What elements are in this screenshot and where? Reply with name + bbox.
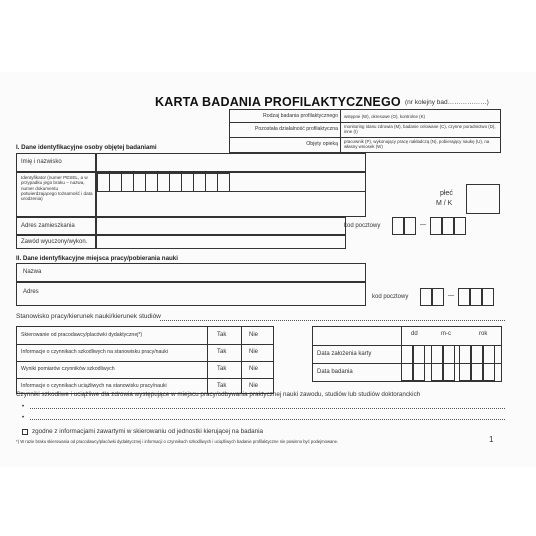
- postal-box[interactable]: [454, 217, 466, 235]
- postal-box[interactable]: [470, 288, 482, 306]
- section2-heading: II. Dane identyfikacyjne miejsca pracy/pobierania nauki: [16, 255, 178, 262]
- postal-box[interactable]: [442, 217, 454, 235]
- date-box[interactable]: [459, 345, 471, 364]
- profession-label-cell: Zawód wyuczony/wykon.: [16, 235, 96, 249]
- bullet-icon: •: [22, 415, 25, 421]
- referral-no[interactable]: Nie: [249, 332, 259, 338]
- date-box[interactable]: [401, 363, 413, 381]
- address-label-cell: Adres zamieszkania: [16, 217, 96, 235]
- date-col-mc: m-c: [441, 331, 451, 337]
- date-box[interactable]: [431, 345, 443, 364]
- referral-label: Skierowanie od pracodawcy/placówki dydaktycznej*): [21, 332, 143, 338]
- date-box[interactable]: [483, 363, 495, 381]
- hazards-line-1[interactable]: [30, 408, 505, 409]
- measurement-label: Wyniki pomiarów czynników szkodliwych: [21, 366, 115, 372]
- position-label: Stanowisko pracy/kierunek nauki/kierunek studiów: [16, 313, 161, 320]
- date-box[interactable]: [443, 363, 455, 381]
- section1-heading: I. Dane identyfikacyjne osoby objętej badaniami: [16, 144, 157, 151]
- harmful-info-no[interactable]: Nie: [249, 349, 259, 355]
- measurement-no[interactable]: Nie: [249, 366, 259, 372]
- date-box[interactable]: [413, 363, 425, 381]
- sex-field[interactable]: [466, 184, 500, 214]
- nuisance-info-yes[interactable]: Tak: [217, 383, 227, 389]
- bullet-icon: •: [22, 404, 25, 410]
- name-label-cell: Imię i nazwisko: [16, 153, 96, 172]
- harmful-info-label: Informacje o czynnikach szkodliwych na stanowisku pracy/nauki: [21, 349, 169, 355]
- footnote: *) W razie braku skierowania od pracodawcy/placówki dydaktycznej i informacji o czynnikach szkodliwych i uciążliwych badanie profilaktyczne nie powinno być podejmowane.: [16, 439, 339, 444]
- hazards-line-2[interactable]: [30, 419, 505, 420]
- date-box[interactable]: [431, 363, 443, 381]
- page-number: 1: [489, 435, 494, 444]
- date-box[interactable]: [459, 363, 471, 381]
- card-date-label: Data założenia karty: [317, 351, 372, 357]
- date-box[interactable]: [401, 345, 413, 364]
- id-field[interactable]: [96, 172, 366, 217]
- postal-box[interactable]: [430, 217, 442, 235]
- other-activity-label: Pozostała działalność profilaktyczna: [254, 126, 338, 132]
- postal-box[interactable]: [482, 288, 494, 306]
- postal-box[interactable]: [392, 217, 404, 235]
- date-box[interactable]: [413, 345, 425, 364]
- exam-type-value: wstępne (W), okresowe (O), kontrolne (K): [344, 114, 426, 119]
- name-field[interactable]: [96, 153, 366, 172]
- profession-field[interactable]: [96, 235, 346, 249]
- number-label: (nr kolejny bad………………): [405, 99, 489, 106]
- position-line[interactable]: [160, 320, 505, 321]
- note-label: zgodne z informacjami zawartymi w skierowaniu od jednostki kierującej na badania: [32, 428, 263, 435]
- checkbox-icon[interactable]: [22, 429, 28, 435]
- postal-label-1: kod pocztowy: [344, 223, 381, 229]
- date-table: [312, 326, 502, 382]
- exam-type-label: Rodzaj badania profilaktycznego: [263, 113, 338, 119]
- postal-box[interactable]: [432, 288, 444, 306]
- postal-label-2: kod pocztowy: [372, 294, 409, 300]
- form-sheet: KARTA BADANIA PROFILAKTYCZNEGO (nr kolejny bad………………) Rodzaj badania profilaktycznego wstępne (W), okresowe (O), kontrolne (K) Pozostała działalność profilaktyczna monitoring stanu zdrowia (M), badanie celowane (C), czynne poradnictwo (D), inne (I) Objęty opieką pracownik (P), wykonujący pracę nakładczą (N), pobierający naukę (U), na własny wniosek (W) I. Dane identyfikacyjne osoby objętej badaniami Imię i nazwisko Identyfikator (numer PESEL, a w przypadku jego braku – nazwa, numer dokumentu potwierdzającego tożsamość i data urodzenia) płeć M / K Adres zamieszkania kod pocztowy — Zawód wyuczony/wykon. II. Dane identyfikacyjne miejsca pracy/pobierania nauki Nazwa Adres kod pocztowy — Stanowisko pracy/kierunek nauki/kierunek studiów Skierowanie od pracodawcy/placówki dydaktycznej*) Tak Nie Informacje o czynnikach szkodliwych na stanowisku pracy/nauki Tak Nie Wyniki pomiarów czynników szkodliwych Tak Nie Informacje o czynnikach uciążliwych na stanowisku pracy/nauki Tak Nie dd m-c rok Data założenia karty Data badania Czynniki szkodliwe i uciążliwe dla zdrowia występujące w miejscu pracy/odbywania praktycznej nauki zawodu, studiów lub studiów doktoranckich • • zgodne z informacjami zawartymi w skierowaniu od jednostki kierującej na badania *) W razie braku skierowania od pracodawcy/placówki dydaktycznej i informacji o czynnikach szkodliwych i uciążliwych badanie profilaktyczne nie powinno być podejmowane. 1: [0, 72, 536, 467]
- form-title: KARTA BADANIA PROFILAKTYCZNEGO: [155, 95, 401, 109]
- date-box[interactable]: [471, 363, 483, 381]
- sex-values: M / K: [436, 200, 453, 207]
- referral-yes[interactable]: Tak: [217, 332, 227, 338]
- workplace-name-field[interactable]: Nazwa: [16, 263, 366, 282]
- nuisance-info-label: Informacje o czynnikach uciążliwych na stanowisku pracy/nauki: [21, 383, 167, 389]
- address-field[interactable]: [96, 217, 346, 235]
- harmful-info-yes[interactable]: Tak: [217, 349, 227, 355]
- date-col-dd: dd: [411, 331, 418, 337]
- date-box[interactable]: [443, 345, 455, 364]
- exam-date-label: Data badania: [317, 369, 353, 375]
- nuisance-info-no[interactable]: Nie: [249, 383, 259, 389]
- date-box[interactable]: [471, 345, 483, 364]
- measurement-yes[interactable]: Tak: [217, 366, 227, 372]
- covered-value: pracownik (P), wykonujący pracę nakładczą (N), pobierający naukę (U), na własny wniosek (W): [344, 139, 490, 150]
- yes-no-table: [16, 326, 274, 394]
- other-activity-value: monitoring stanu zdrowia (M), badanie celowane (C), czynne poradnictwo (D), inne (I): [344, 124, 496, 135]
- workplace-address-field[interactable]: Adres: [16, 282, 366, 306]
- sex-label: płeć: [440, 190, 453, 197]
- postal-box[interactable]: [420, 288, 432, 306]
- date-col-rok: rok: [479, 331, 488, 337]
- exam-type-table: [229, 109, 501, 153]
- postal-box[interactable]: [458, 288, 470, 306]
- id-label-cell: Identyfikator (numer PESEL, a w przypadku jego braku – nazwa, numer dokumentu potwierdzającego tożsamość i data urodzenia): [16, 172, 96, 217]
- date-box[interactable]: [483, 345, 495, 364]
- postal-box[interactable]: [404, 217, 416, 235]
- hazards-label: Czynniki szkodliwe i uciążliwe dla zdrowia występujące w miejscu pracy/odbywania praktycznej nauki zawodu, studiów lub studiów doktoranckich: [16, 391, 421, 398]
- covered-label: Objęty opieką: [306, 141, 338, 147]
